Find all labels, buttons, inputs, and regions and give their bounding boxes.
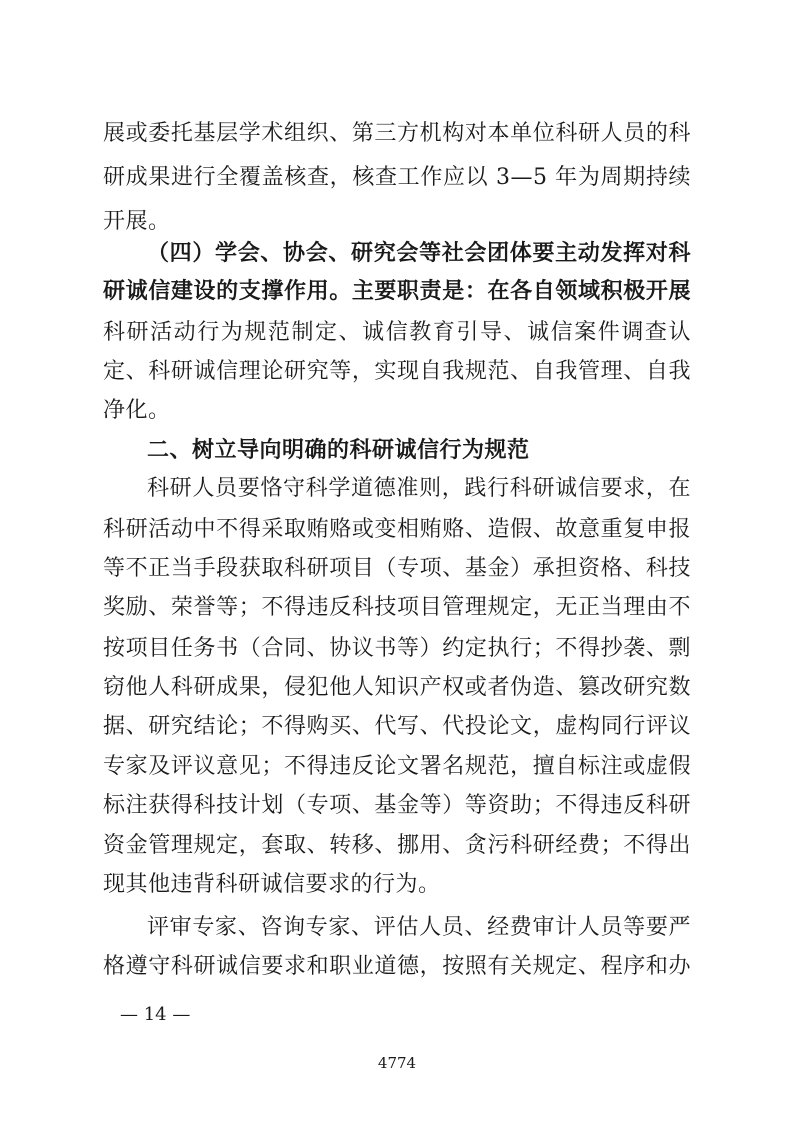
paragraph-2-line-5: 净化。 [103,398,171,423]
paragraph-3-line-2: 科研活动中不得采取贿赂或变相贿赂、造假、故意重复申报 [103,517,691,542]
paragraph-3-line-7: 据、研究结论；不得购买、代写、代投论文，虚构同行评议 [103,714,691,739]
paragraph-3-line-11: 现其他违背科研诚信要求的行为。 [103,872,441,897]
paragraph-2-line-4: 定、科研诚信理论研究等，实现自我规范、自我管理、自我 [103,359,691,384]
paragraph-3-line-1: 科研人员要恪守科学道德准则，践行科研诚信要求，在 [147,476,691,501]
page-number-marker: — 14 — [120,1004,191,1025]
paragraph-1-line-2: 研成果进行全覆盖核查，核查工作应以 3—5 年为周期持续 [103,165,691,190]
paragraph-1-line-3: 开展。 [103,209,171,234]
section-heading: 二、树立导向明确的科研诚信行为规范 [147,438,530,463]
paragraph-2-line-3: 科研活动行为规范制定、诚信教育引导、诚信案件调查认 [103,320,691,345]
paragraph-3-line-9: 标注获得科技计划（专项、基金等）等资助；不得违反科研 [103,793,691,818]
paragraph-4-line-1: 评审专家、咨询专家、评估人员、经费审计人员等要严 [147,915,691,940]
paragraph-3-line-3: 等不正当手段获取科研项目（专项、基金）承担资格、科技 [103,556,691,581]
footer-number: 4774 [377,1054,417,1072]
paragraph-3-line-4: 奖励、荣誉等；不得违反科技项目管理规定，无正当理由不 [103,595,691,620]
paragraph-4-line-2: 格遵守科研诚信要求和职业道德，按照有关规定、程序和办 [103,954,691,979]
paragraph-3-line-10: 资金管理规定，套取、转移、挪用、贪污科研经费；不得出 [103,833,691,858]
paragraph-2-line-1: （四）学会、协会、研究会等社会团体要主动发挥对科 [147,241,691,266]
paragraph-1-line-1: 展或委托基层学术组织、第三方机构对本单位科研人员的科 [103,121,691,146]
paragraph-3-line-8: 专家及评议意见；不得违反论文署名规范，擅自标注或虚假 [103,754,691,779]
paragraph-2-line-2: 研诚信建设的支撑作用。主要职责是：在各自领域积极开展 [103,279,691,304]
paragraph-3-line-5: 按项目任务书（合同、协议书等）约定执行；不得抄袭、剽 [103,636,691,661]
paragraph-3-line-6: 窃他人科研成果，侵犯他人知识产权或者伪造、篡改研究数 [103,675,691,700]
